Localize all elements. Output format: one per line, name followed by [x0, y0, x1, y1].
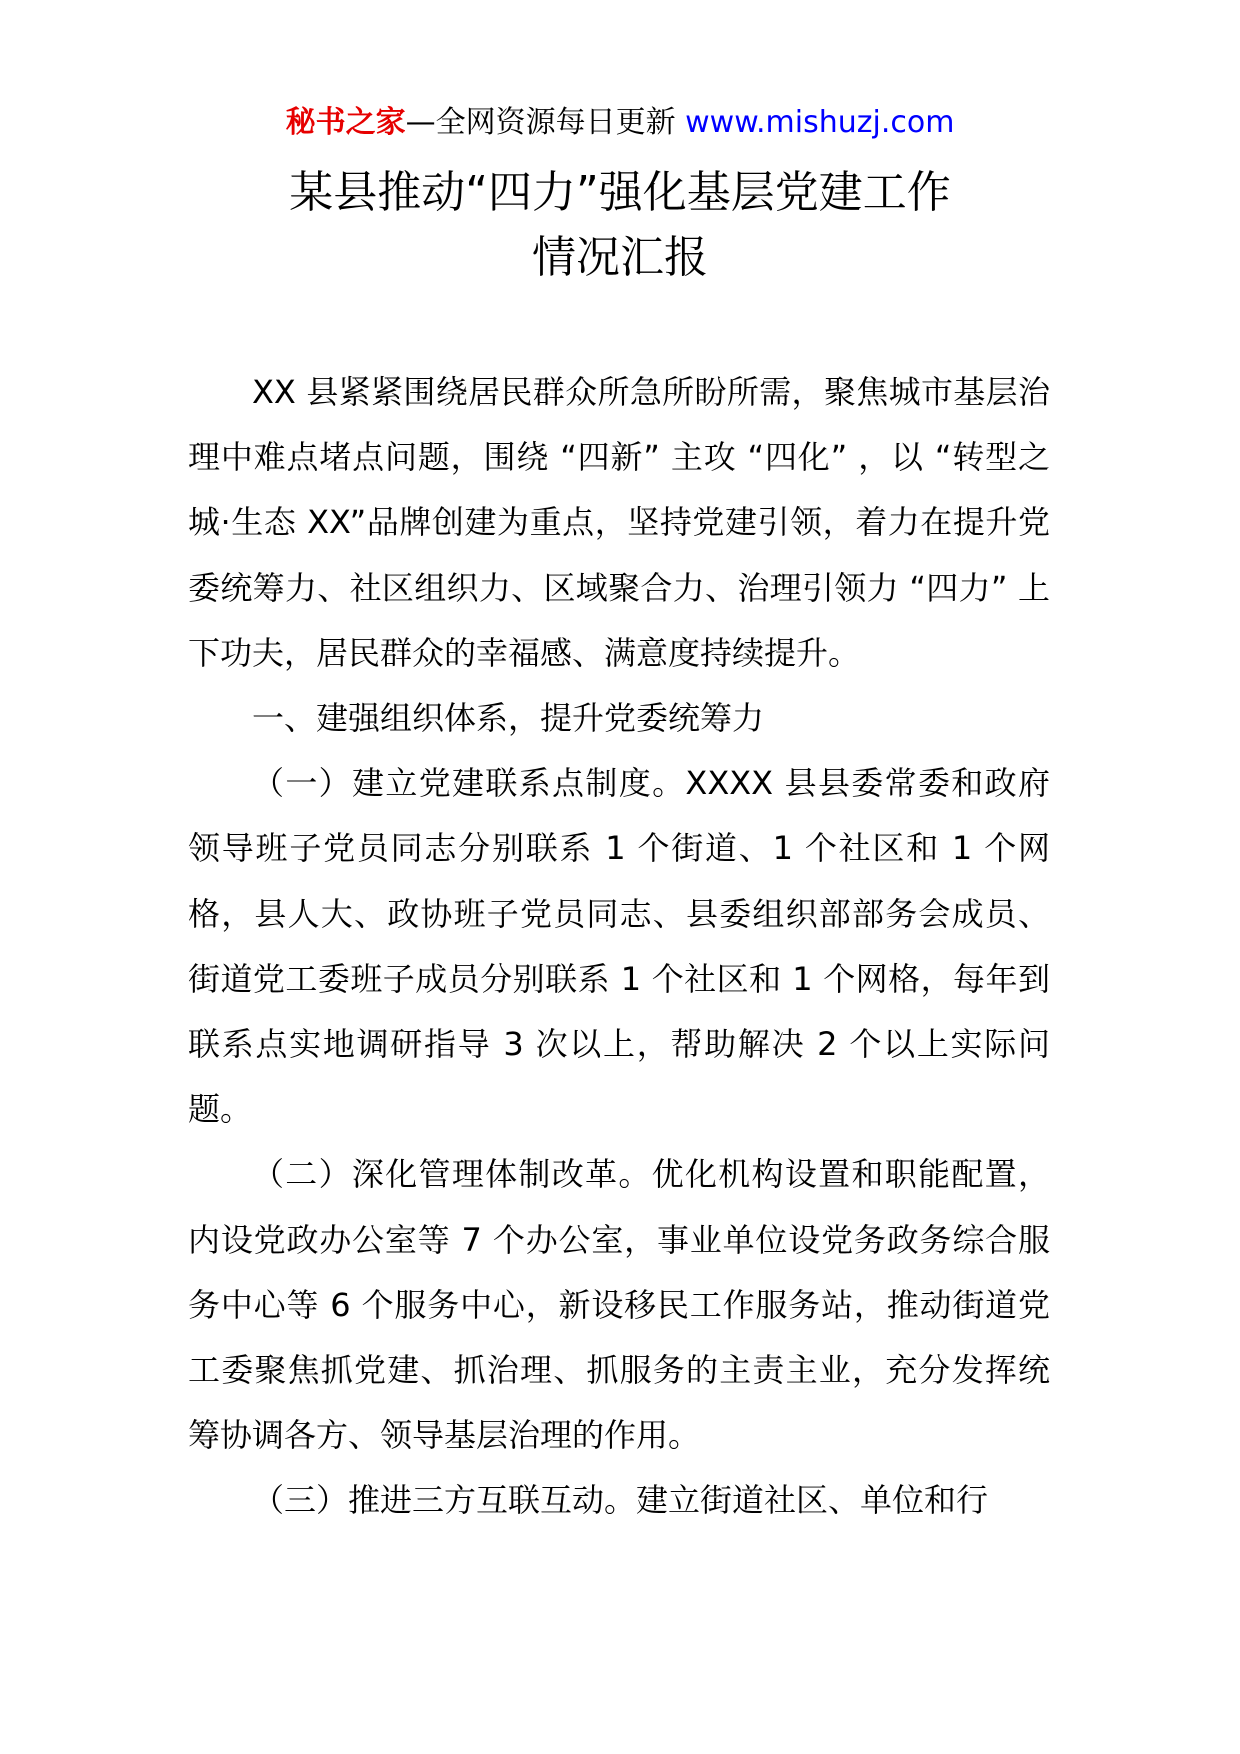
site-header — [0, 103, 1240, 143]
section-heading: 一、建强组织体系，提升党委统筹力 — [252, 699, 765, 738]
item-paragraph-2: （二）深化管理体制改革。优化机构设置和职能配置，内设党政办公室等 7 个办公室，事业单位设党务政务综合服务中心等 6 个服务中心，新设移民工作服务站，推动街道党工委聚焦抓党建、抓治理、抓服务的主责主业，充分发挥统筹协调各方、领导基层治理的作用。 — [188, 1155, 1050, 1455]
item-paragraph-1: （一）建立党建联系点制度。XXXX 县县委常委和政府领导班子党员同志分别联系 1 个街道、1 个社区和 1 个网格，县人大、政协班子党员同志、县委组织部部务会成员、街道党工委班子成员分别联系 1 个社区和 1 个网格，每年到联系点实地调研指导 3 次以上，帮助解决 2 个以上实际问题。 — [188, 764, 1050, 1129]
brand-name: 秘书之家 — [285, 105, 406, 140]
site-url[interactable]: www.mishuzj.com — [685, 105, 955, 140]
document-body — [188, 360, 1050, 1534]
header-slogan: —全网资源每日更新 — [405, 105, 686, 140]
intro-paragraph: XX 县紧紧围绕居民群众所急所盼所需，聚焦城市基层治理中难点堵点问题，围绕 “四新” 主攻 “四化” ，以 “转型之城·生态 XX”品牌创建为重点，坚持党建引领，着力在提升党委统筹力、社区组织力、区域聚合力、治理引领力 “四力” 上下功夫，居民群众的幸福感、满意度持续提升。 — [188, 373, 1050, 672]
document-title-line2: 情况汇报 — [532, 232, 708, 283]
document-title-line1: 某县推动“四力”强化基层党建工作 — [289, 167, 951, 218]
item-paragraph-3: （三）推进三方互联互动。建立街道社区、单位和行 — [252, 1481, 989, 1520]
